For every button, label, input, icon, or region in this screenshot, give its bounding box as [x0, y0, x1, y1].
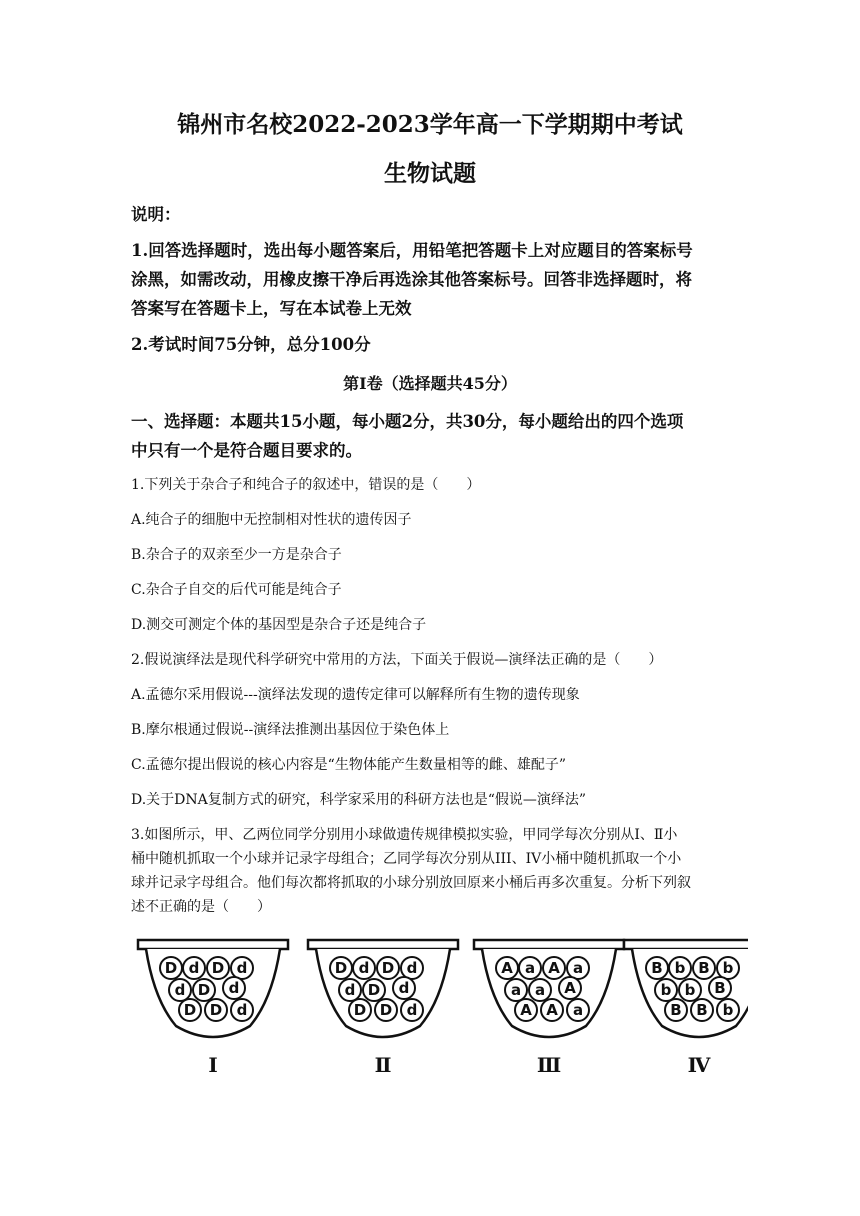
q3-stem-line2: 桶中随机抓取一个小球并记录字母组合；乙同学每次分别从III、IV小桶中随机抓取一个小 — [131, 851, 682, 867]
ball-label: A — [564, 979, 576, 997]
ball-label: d — [398, 979, 410, 997]
ball-label: a — [524, 959, 536, 977]
notes-item1-line1: 1.回答选择题时，选出每小题答案后，用铅笔把答题卡上对应题目的答案标号 — [131, 241, 693, 260]
bucket-1 — [138, 940, 288, 1077]
bucket-rim — [138, 940, 288, 949]
ball-label: a — [534, 981, 546, 999]
bucket-rim — [474, 940, 624, 949]
ball-label: a — [510, 981, 522, 999]
ball-label: a — [572, 959, 584, 977]
q1-stem: 1.下列关于杂合子和纯合子的叙述中，错误的是（ ） — [131, 477, 481, 493]
section-heading: 第Ⅰ卷（选择题共45分） — [343, 374, 517, 393]
bucket-4 — [624, 940, 748, 1077]
ball-label: D — [183, 1001, 197, 1019]
ball-label: b — [722, 1001, 734, 1019]
notes-item1-line2: 涂黑，如需改动，用橡皮擦干净后再选涂其他答案标号。回答非选择题时，将 — [131, 270, 692, 289]
ball-label: d — [236, 1001, 248, 1019]
page-subtitle: 生物试题 — [384, 160, 476, 187]
ball-label: d — [406, 1001, 418, 1019]
ball-label: B — [670, 1001, 682, 1019]
ball-label: d — [188, 959, 200, 977]
ball-label: D — [379, 1001, 393, 1019]
page-title: 锦州市名校2022-2023学年高一下学期期中考试 — [177, 111, 683, 138]
q1-option-b: B.杂合子的双亲至少一方是杂合子 — [131, 547, 342, 563]
ball-label: D — [197, 981, 211, 999]
bucket-label: Ⅳ — [687, 1053, 711, 1077]
ball-label: A — [546, 1001, 558, 1019]
ball-label: D — [164, 959, 178, 977]
q2-option-c: C.孟德尔提出假说的核心内容是“生物体能产生数量相等的雌、雄配子” — [131, 757, 566, 773]
ball-label: B — [696, 1001, 708, 1019]
notes-heading: 说明： — [131, 205, 181, 224]
q3-stem-line1: 3.如图所示，甲、乙两位同学分别用小球做遗传规律模拟实验，甲同学每次分别从Ⅰ、Ⅱ小 — [131, 827, 678, 843]
ball-label: D — [209, 1001, 223, 1019]
ball-label: D — [334, 959, 348, 977]
ball-label: D — [381, 959, 395, 977]
ball-label: A — [520, 1001, 532, 1019]
q2-option-a: A.孟德尔采用假说---演绎法发现的遗传定律可以解释所有生物的遗传现象 — [131, 687, 580, 703]
buckets-figure — [128, 930, 748, 1080]
q1-option-c: C.杂合子自交的后代可能是纯合子 — [131, 582, 342, 598]
part1-line1: 一、选择题：本题共15小题，每小题2分，共30分，每小题给出的四个选项 — [131, 412, 684, 431]
ball-label: d — [174, 981, 186, 999]
ball-label: d — [344, 981, 356, 999]
ball-label: D — [211, 959, 225, 977]
q3-stem-line4: 述不正确的是（ ） — [131, 899, 271, 915]
bucket-label: Ⅰ — [208, 1053, 218, 1077]
ball-label: d — [236, 959, 248, 977]
notes-item2: 2.考试时间75分钟，总分100分 — [131, 335, 371, 354]
q1-option-d: D.测交可测定个体的基因型是杂合子还是纯合子 — [131, 617, 427, 633]
ball-label: A — [501, 959, 513, 977]
ball-label: b — [684, 981, 696, 999]
q2-stem: 2.假说演绎法是现代科学研究中常用的方法，下面关于假说—演绎法正确的是（ ） — [131, 652, 663, 668]
ball-label: d — [406, 959, 418, 977]
q1-option-a: A.纯合子的细胞中无控制相对性状的遗传因子 — [131, 512, 412, 528]
ball-label: d — [228, 979, 240, 997]
bucket-rim — [308, 940, 458, 949]
bucket-rim — [624, 940, 748, 949]
ball-label: b — [722, 959, 734, 977]
ball-label: B — [698, 959, 710, 977]
ball-label: b — [660, 981, 672, 999]
ball-label: a — [572, 1001, 584, 1019]
ball-label: B — [651, 959, 663, 977]
ball-label: D — [353, 1001, 367, 1019]
q2-option-b: B.摩尔根通过假说--演绎法推测出基因位于染色体上 — [131, 722, 450, 738]
bucket-3 — [474, 940, 624, 1077]
bucket-2 — [308, 940, 458, 1077]
ball-label: b — [674, 959, 686, 977]
q3-stem-line3: 球并记录字母组合。他们每次都将抓取的小球分别放回原来小桶后再多次重复。分析下列叙 — [131, 875, 691, 891]
bucket-label: Ⅱ — [374, 1053, 392, 1077]
notes-item1-line3: 答案写在答题卡上，写在本试卷上无效 — [131, 299, 412, 318]
ball-label: A — [548, 959, 560, 977]
q2-option-d: D.关于DNA复制方式的研究，科学家采用的科研方法也是“假说—演绎法” — [131, 792, 587, 808]
ball-label: D — [367, 981, 381, 999]
ball-label: d — [358, 959, 370, 977]
part1-line2: 中只有一个是符合题目要求的。 — [131, 441, 362, 460]
ball-label: B — [714, 979, 726, 997]
bucket-label: Ⅲ — [536, 1053, 562, 1077]
